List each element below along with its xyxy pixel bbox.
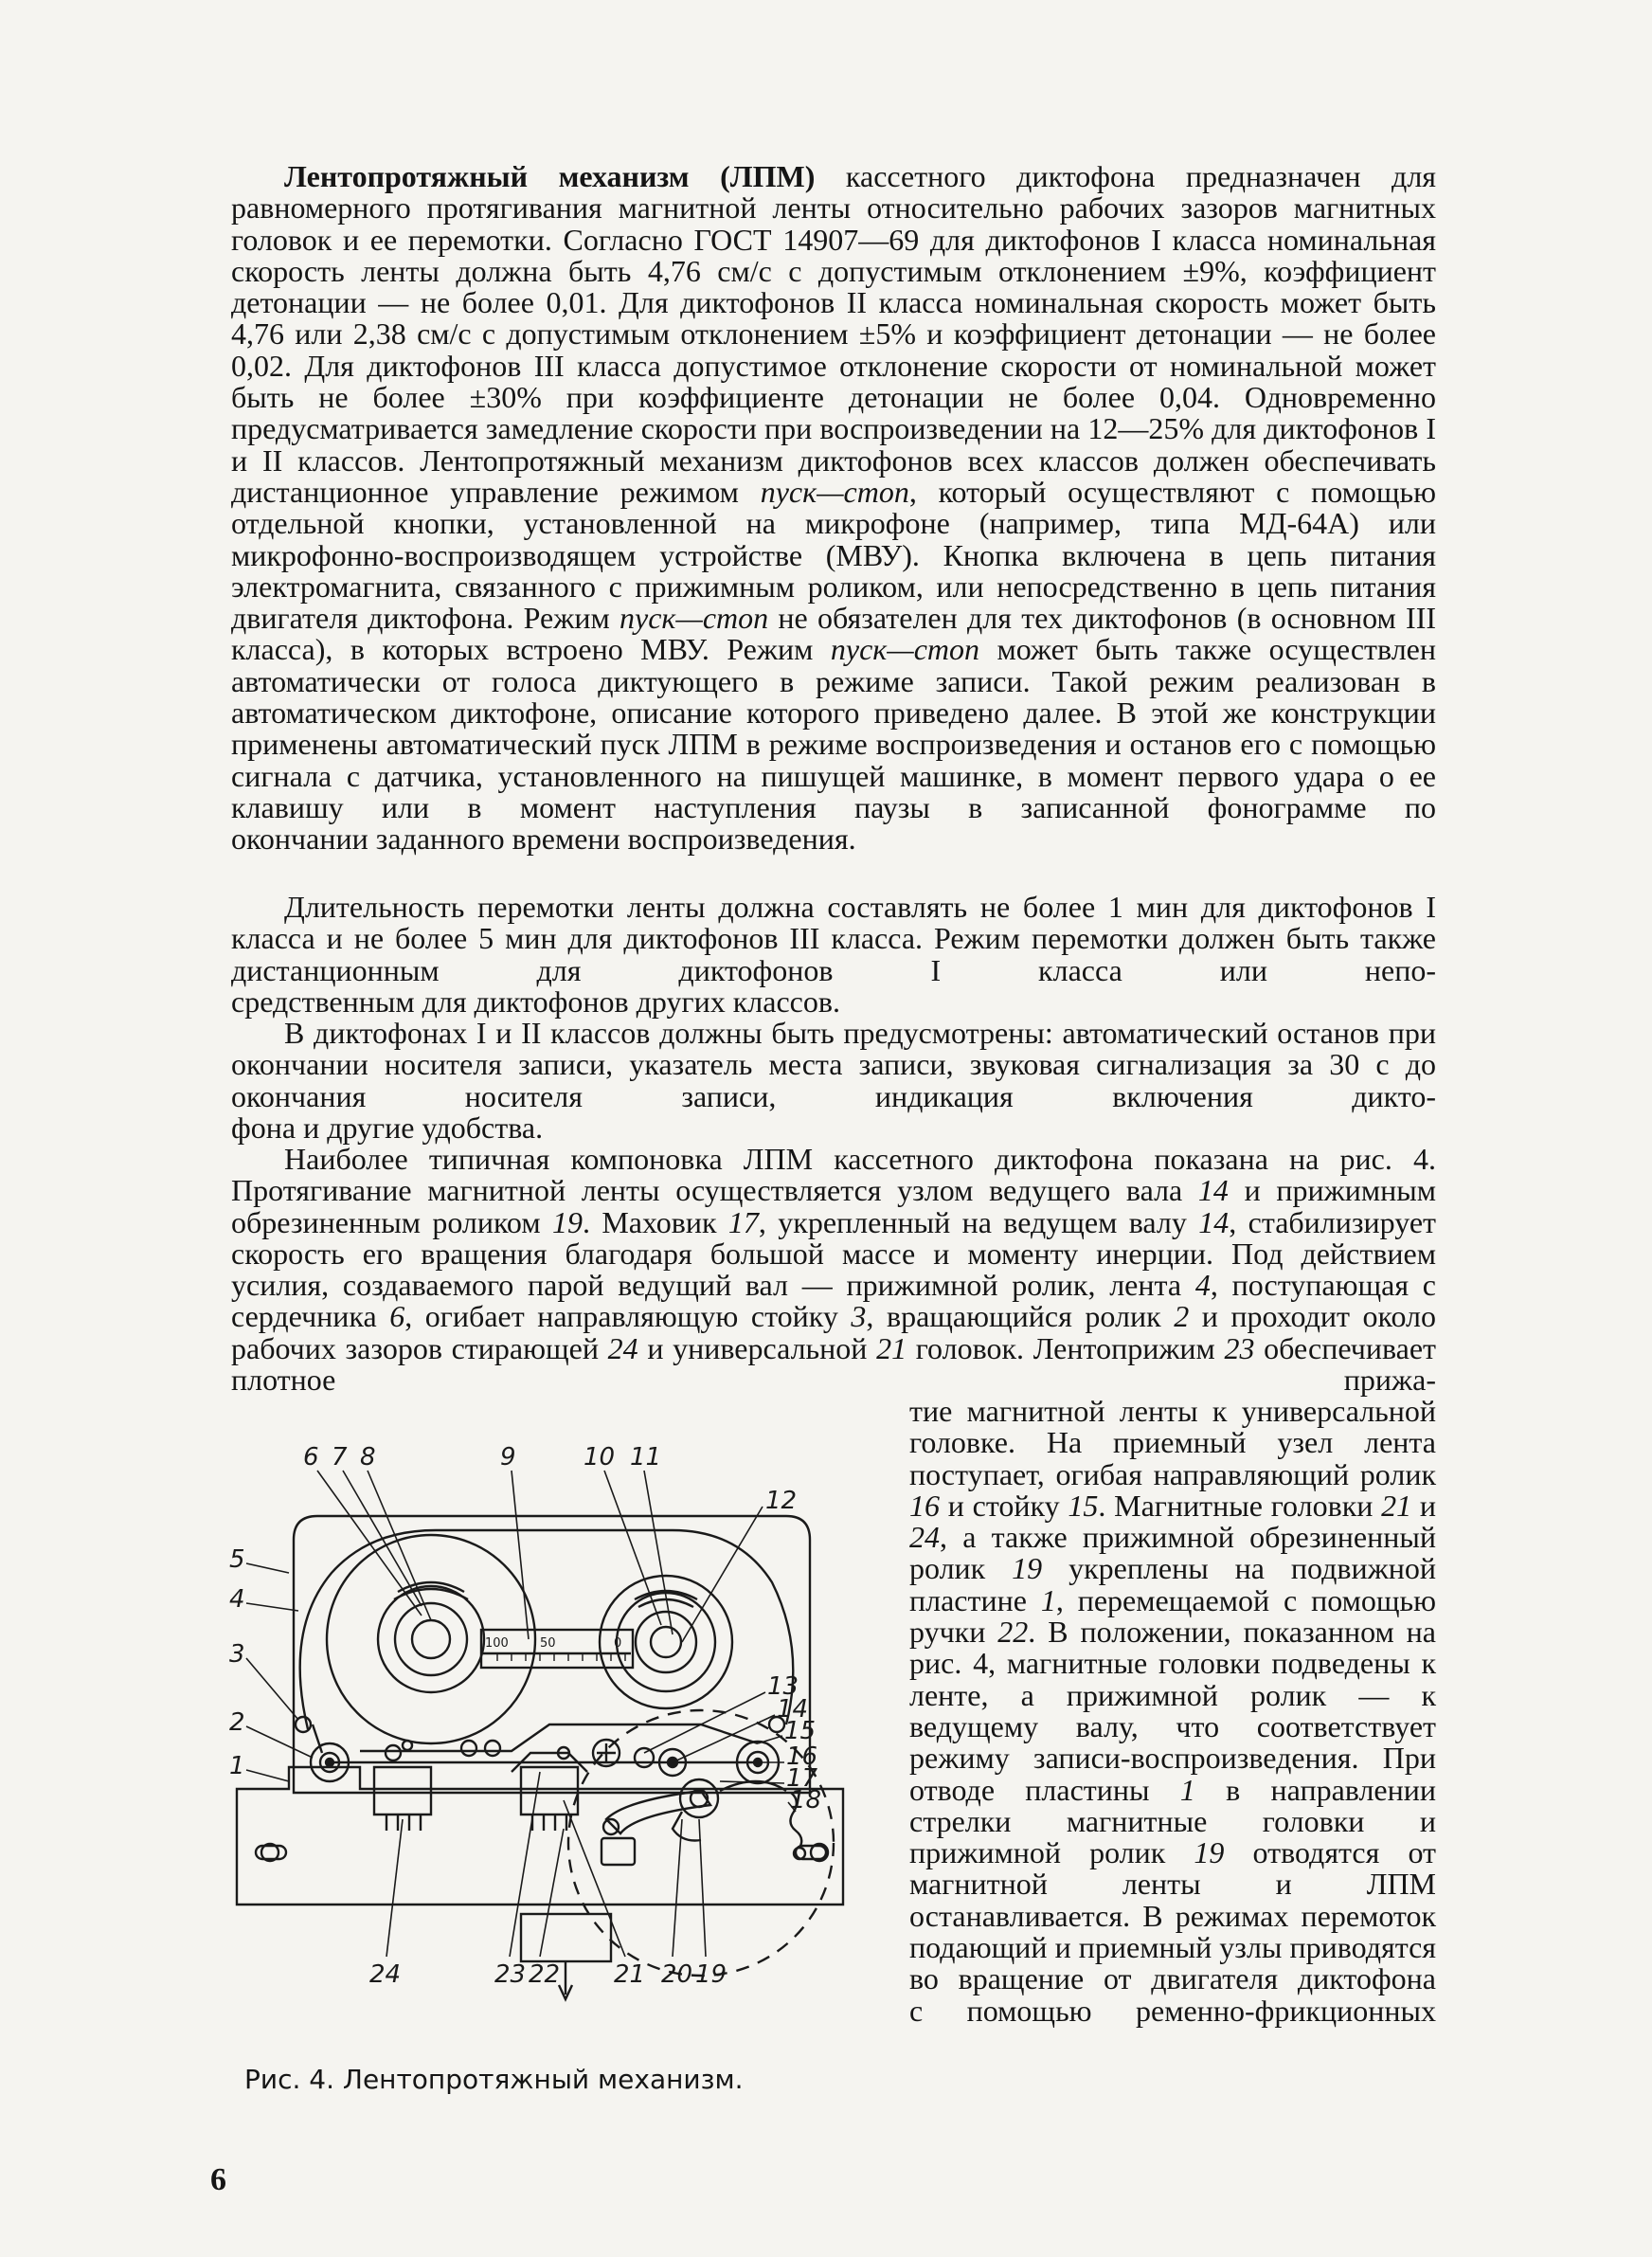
- paragraph-layout: [231, 1144, 1436, 1396]
- label-20: 20: [661, 1960, 693, 1989]
- mode-term: пуск—стоп: [760, 474, 909, 509]
- ref-number: 23: [1224, 1330, 1255, 1365]
- label-11: 11: [630, 1443, 662, 1472]
- label-17: 17: [786, 1764, 818, 1793]
- text: и: [1411, 1488, 1437, 1523]
- label-4: 4: [229, 1585, 245, 1614]
- ref-number: 16: [909, 1488, 940, 1523]
- scale-0: 0: [614, 1636, 622, 1651]
- label-10: 10: [584, 1443, 616, 1472]
- mode-term: пуск—стоп: [830, 632, 979, 667]
- ref-number: 21: [1381, 1488, 1412, 1523]
- text: , а также прижимной обрезиненный ролик: [909, 1520, 1436, 1586]
- text: Длительность перемотки ленты должна составлять не более 1 мин для диктофонов I класса и не более 5 мин для диктофонов III класса. Режим перемотки должен быть также дистанционным для диктофонов I класса или непо-: [231, 890, 1436, 987]
- ref-number: 24: [909, 1520, 940, 1555]
- scale-50: 50: [540, 1636, 556, 1651]
- ref-number: 14: [1197, 1173, 1229, 1208]
- label-6: 6: [303, 1443, 319, 1472]
- text: и универсальной: [637, 1330, 877, 1365]
- text: , поступающая с сердечника: [231, 1268, 1437, 1334]
- text: и стойку: [940, 1488, 1068, 1523]
- label-13: 13: [767, 1672, 799, 1701]
- lead-term: Лентопротяжный механизм (ЛПМ): [284, 159, 816, 193]
- paragraph-last-line: окончании заданного времени воспроизведения.: [231, 822, 856, 857]
- label-19: 19: [695, 1960, 727, 1989]
- ref-number: 4: [1194, 1268, 1211, 1303]
- text: укреплены на подвижной пластине: [909, 1551, 1437, 1617]
- text: . Магнитные головки: [1098, 1488, 1382, 1523]
- text: головок. Лентоприжим: [907, 1330, 1225, 1365]
- record-head: [521, 1767, 578, 1815]
- label-2: 2: [229, 1708, 245, 1737]
- figure-caption: Рис. 4. Лентопротяжный механизм.: [244, 2064, 744, 2095]
- label-24: 24: [369, 1960, 402, 1989]
- ref-number: 6: [389, 1299, 405, 1334]
- text: Наиболее типичная компоновка ЛПМ кассетного диктофона показана на рис. 4. Протягивание магнитной ленты осуществляется узлом ведущего вала: [231, 1142, 1436, 1208]
- ref-number: 14: [1198, 1204, 1230, 1239]
- text: , вращающийся ролик: [866, 1299, 1175, 1334]
- text: В диктофонах I и II классов должны быть предусмотрены: автоматический останов при окончании носителя записи, указатель места записи, звуковая сигнализация за 30 с до окончания носителя записи, индикация включения дикто-: [231, 1016, 1436, 1113]
- tape-mechanism-drawing: [227, 1440, 871, 2009]
- ref-number: 19: [551, 1204, 583, 1239]
- text: тие магнитной ленты к универсальной головке. На приемный узел лента поступает, огибая направляющий ролик: [909, 1394, 1436, 1491]
- mode-term: пуск—стоп: [619, 601, 769, 636]
- text: , перемещаемой с помощью ручки: [909, 1582, 1437, 1650]
- paragraph-rewind: [231, 892, 1436, 1018]
- label-1: 1: [229, 1752, 245, 1780]
- label-9: 9: [500, 1443, 516, 1472]
- text: . В положении, показанном на рис. 4, магнитные головки подведены к ленте, а прижимной ролик — к ведущему валу, что соответствует режиму записи-воспроизведения. При отводе пластины: [909, 1615, 1437, 1807]
- paragraph-lpm-intro: [231, 161, 1436, 856]
- text: , который осуществляют с помощью отдельной кнопки, установленной на микрофоне (например, типа МД-64А) или микрофонно-воспроизводящем устройстве (МВУ). Кнопка включена в цепь питания электромагнита, связанного с прижимным роликом, или непосредственно в цепь питания двигателя диктофона. Режим: [231, 474, 1437, 636]
- text: . Маховик: [582, 1204, 728, 1239]
- text: , укрепленный на ведущем валу: [758, 1204, 1199, 1239]
- label-12: 12: [765, 1487, 798, 1515]
- text: обеспечивает плотное прижа-: [231, 1330, 1437, 1398]
- label-22: 22: [529, 1960, 561, 1989]
- ref-number: 17: [727, 1204, 759, 1239]
- text: , стабилизирует скорость его вращения благодаря большой массе и моменту инерции. Под действием усилия, создаваемого парой ведущий вал — прижимной ролик, лента: [231, 1204, 1437, 1303]
- paragraph-heads: [909, 1396, 1436, 2027]
- label-5: 5: [229, 1545, 245, 1574]
- ref-number: 2: [1174, 1299, 1190, 1334]
- page-number: 6: [210, 2162, 226, 2197]
- text: отводятся от магнитной ленты и ЛПМ останавливается. В режимах перемоток подающий и приемный узлы приводятся во вращение от двигателя диктофона: [909, 1835, 1436, 1996]
- paragraph-last-line: с помощью ременно-фрикционных: [909, 1993, 1436, 2028]
- scale-100: 100: [485, 1636, 509, 1651]
- paragraph-last-line: фона и другие удобства.: [231, 1110, 544, 1145]
- ref-number: 19: [1012, 1551, 1043, 1586]
- base-plate: [237, 1767, 843, 1905]
- label-18: 18: [790, 1786, 822, 1815]
- label-23: 23: [494, 1960, 527, 1989]
- ref-number: 21: [876, 1330, 907, 1365]
- label-3: 3: [229, 1640, 245, 1669]
- ref-number: 1: [1179, 1772, 1195, 1807]
- paragraph-last-line: средственным для диктофонов других классов.: [231, 984, 840, 1019]
- ref-number: 19: [1194, 1835, 1225, 1870]
- tape-mechanism-figure: [227, 1440, 871, 2009]
- text: и прижимным обрезиненным роликом: [231, 1173, 1436, 1239]
- ref-number: 1: [1040, 1582, 1056, 1617]
- erase-head: [374, 1767, 431, 1815]
- label-14: 14: [777, 1695, 809, 1724]
- text: может быть также осуществлен автоматически от голоса диктующего в режиме записи. Такой режим реализован в автоматическом диктофоне, описание которого приведено далее. В этой же конструкции применены автоматический пуск ЛПМ в режиме воспроизведения и останов его с помощью сигнала с датчика, установленного на пишущей машинке, в момент первого удара о ее клавишу или в момент наступления паузы в записанной фонограмме по: [231, 632, 1437, 824]
- label-16: 16: [786, 1742, 818, 1771]
- handle: [521, 1914, 611, 1961]
- ref-number: 22: [997, 1615, 1029, 1650]
- ref-number: 24: [607, 1330, 638, 1365]
- paragraph-features: [231, 1018, 1436, 1144]
- label-7: 7: [332, 1443, 348, 1472]
- text: не обязателен для тех диктофонов (в основном III класса), в которых встроено МВУ. Режим: [231, 601, 1437, 667]
- label-8: 8: [360, 1443, 376, 1472]
- label-15: 15: [784, 1717, 817, 1745]
- text: в направлении стрелки магнитные головки и прижимной ролик: [909, 1772, 1437, 1870]
- text: кассетного диктофона предназначен для равномерного протягивания магнитной ленты относительно рабочих зазоров магнитных головок и ее перемотки. Согласно ГОСТ 14907—69 для диктофонов I класса номинальная скорость ленты должна быть 4,76 см/с с допустимым отклонением ±9%, коэффициент детонации — не более 0,01. Для диктофонов II класса номинальная скорость может быть 4,76 или 2,38 см/с с допустимым отклонением ±5% и коэффициент детонации — не более 0,02. Для диктофонов III класса допустимое отклонение скорости от номинальной может быть не более ±30% при коэффициенте детонации не более 0,04. Одновременно предусматривается замедление скорости при воспроизведении на 12—25% для диктофонов I и II классов. Лентопротяжный механизм диктофонов всех классов должен обеспечивать дистанционное управление режимом: [231, 159, 1436, 509]
- ref-number: 15: [1068, 1488, 1099, 1523]
- ref-number: 3: [851, 1299, 867, 1334]
- pinch-lever: [606, 1791, 710, 1833]
- label-21: 21: [614, 1960, 646, 1989]
- text: и проходит около рабочих зазоров стирающей: [231, 1299, 1437, 1365]
- text: , огибает направляющую стойку: [404, 1299, 852, 1334]
